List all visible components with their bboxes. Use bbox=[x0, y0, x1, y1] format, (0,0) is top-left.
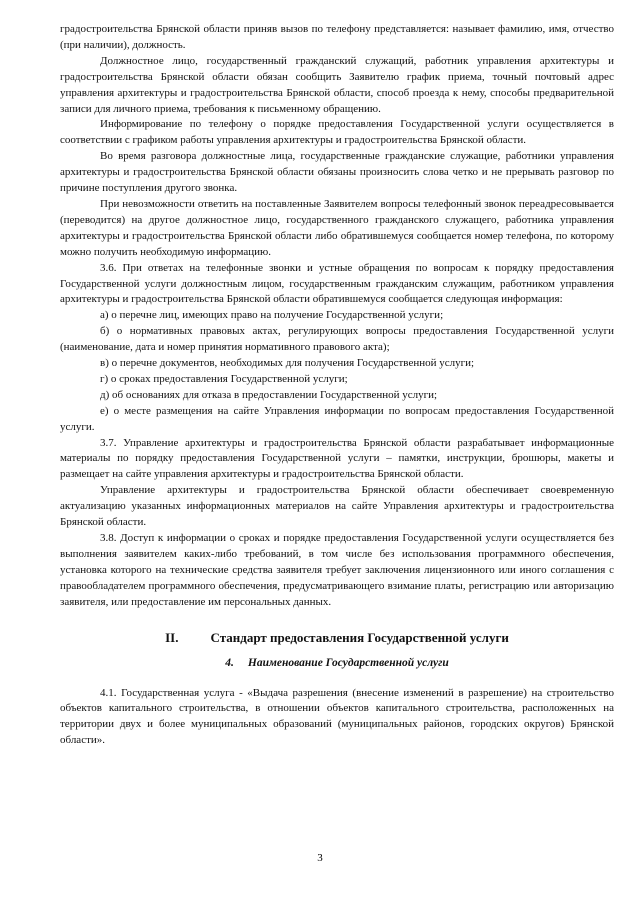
list-item: д) об основаниях для отказа в предоставлении Государственной услуги; bbox=[100, 388, 438, 401]
paragraph: Управление архитектуры и градостроительства Брянской области обеспечивает своевременную актуализацию указанных информационных материалов на сайте Управления архитектуры и градостроительства Брянской области. bbox=[60, 484, 614, 529]
section-number: II. bbox=[165, 629, 179, 645]
paragraph: градостроительства Брянской области приняв вызов по телефону представляется: называет фамилию, имя, отчество (при наличии), должность. bbox=[60, 23, 614, 51]
subsection-number: 4. bbox=[225, 656, 234, 669]
list-item: г) о сроках предоставления Государственной услуги; bbox=[100, 372, 348, 385]
paragraph: Информирование по телефону о порядке предоставления Государственной услуги осуществляется в соответствии с графиком работы управления архитектуры и градостроительства Брянской области. bbox=[60, 118, 614, 147]
list-item: а) о перечне лиц, имеющих право на получение Государственной услуги; bbox=[100, 309, 444, 322]
list-item: б) о нормативных правовых актах, регулирующих вопросы предоставления Государственной услуги (наименование, дата и номер принятия нормативного правового акта); bbox=[60, 325, 614, 354]
paragraph: Должностное лицо, государственный гражданский служащий, работник управления архитектуры и градостроительства Брянской области обязан сообщить Заявителю график приема, точный почтовый адрес управления архитектуры и градостроительства Брянской области, способ проезда к нему, способы предварительной записи для личного приема, требования к письменному обращению. bbox=[60, 54, 614, 115]
page-number: 3 bbox=[317, 852, 323, 864]
section-title: Стандарт предоставления Государственной услуги bbox=[210, 629, 509, 645]
paragraph: 3.7. Управление архитектуры и градостроительства Брянской области разрабатывает информационные материалы по порядку предоставления Государственной услуги – памятки, инструкции, брошюры, макеты и размещает на сайте управления архитектуры и градостроительства Брянской области. bbox=[60, 436, 614, 481]
subsection-title: Наименование Государственной услуги bbox=[247, 656, 449, 669]
section-heading bbox=[60, 629, 614, 646]
subsection-heading bbox=[60, 655, 614, 671]
paragraph: 3.8. Доступ к информации о сроках и порядке предоставления Государственной услуги осуществляется без выполнения заявителем каких-либо требований, в том числе без использования программного обеспечения, установка которого на технические средства заявителя требует заключения лицензионного или иного соглашения с правообладателем программного обеспечения, предусматривающего взимание платы, регистрацию или авторизацию заявителя, или предоставление им персональных данных. bbox=[60, 532, 614, 608]
paragraph: 3.6. При ответах на телефонные звонки и устные обращения по вопросам к порядку предоставления Государственной услуги должностным лицом, государственным гражданским служащим, работником управления архитектуры и градостроительства Брянской области обратившемуся сообщается следующая информация: bbox=[60, 261, 614, 306]
paragraph: 4.1. Государственная услуга - «Выдача разрешения (внесение изменений в разрешение) на строительство объектов капитального строительства, в отношении объектов капитального строительства, расположенных на территории двух и более муниципальных образований (муниципальных районов, городских округов) Брянской области». bbox=[60, 686, 614, 747]
list-item: в) о перечне документов, необходимых для получения Государственной услуги; bbox=[100, 357, 475, 370]
list-item: е) о месте размещения на сайте Управления информации по вопросам предоставления Государственной услуги. bbox=[60, 404, 614, 433]
paragraph: Во время разговора должностные лица, государственные гражданские служащие, работники управления архитектуры и градостроительства Брянской области обязаны произносить слова четко и не прерывать разговор по причине поступления другого звонка. bbox=[60, 150, 614, 195]
paragraph: При невозможности ответить на поставленные Заявителем вопросы телефонный звонок переадресовывается (переводится) на другое должностное лицо, государственного гражданского служащего, работника управления архитектуры и градостроительства Брянской области либо обратившемуся сообщается номер телефона, по которому можно получить необходимую информацию. bbox=[60, 197, 614, 258]
